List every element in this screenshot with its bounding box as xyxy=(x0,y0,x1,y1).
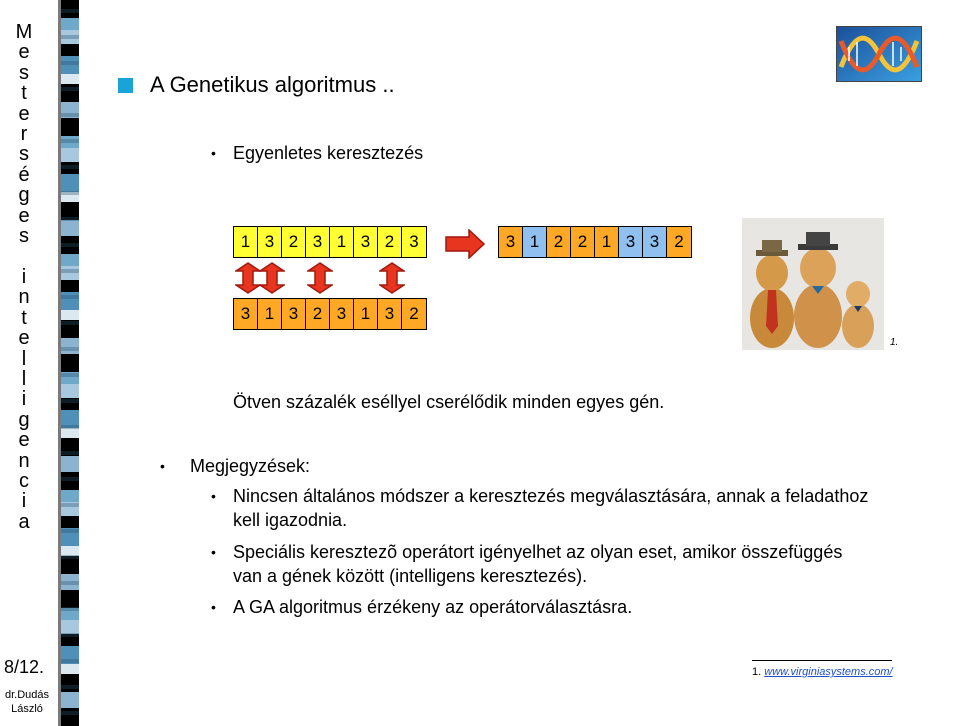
swap-arrow-icon xyxy=(379,262,405,294)
parent-chromosome-2 xyxy=(233,298,427,330)
author-name: dr.Dudás László xyxy=(4,689,50,715)
gene-cell: 2 xyxy=(402,299,426,329)
vertical-title-letter: l xyxy=(21,347,27,370)
vertical-title-letter xyxy=(6,246,42,266)
vertical-title-letter: i xyxy=(21,388,27,411)
vertical-title-letter: e xyxy=(18,429,30,452)
vertical-title-letter: l xyxy=(21,367,27,390)
bullet-icon: • xyxy=(211,145,216,161)
gene-cell: 3 xyxy=(402,227,426,257)
gene-cell: 2 xyxy=(378,227,402,257)
note-item: • Nincsen általános módszer a keresztezés megválasztására, annak a feladathoz kell igazodnia. xyxy=(211,486,869,530)
gene-cell: 3 xyxy=(499,227,523,257)
vertical-title-letter: s xyxy=(19,225,29,248)
vertical-title-letter: g xyxy=(18,184,30,207)
vertical-title-letter: c xyxy=(19,469,29,492)
vertical-title-letter: t xyxy=(21,82,27,105)
bullet-icon: • xyxy=(211,544,216,560)
vertical-course-title xyxy=(6,22,42,532)
footnote-divider xyxy=(752,660,892,661)
gene-cell: 2 xyxy=(667,227,691,257)
gene-cell: 1 xyxy=(234,227,258,257)
vertical-title-letter: n xyxy=(18,449,30,472)
vertical-title-letter: a xyxy=(18,510,30,533)
gene-cell: 3 xyxy=(258,227,282,257)
vertical-title-letter: i xyxy=(21,490,27,513)
page-number: 8/12. xyxy=(4,657,45,677)
slide-title xyxy=(118,72,395,98)
notes-heading: • Megjegyzések: xyxy=(160,456,311,476)
swap-arrow-icon xyxy=(259,262,285,294)
swap-arrow-icon xyxy=(307,262,333,294)
note-item: • A GA algoritmus érzékeny az operátorválasztásra. xyxy=(211,597,633,617)
gene-cell: 3 xyxy=(234,299,258,329)
gene-cell: 3 xyxy=(619,227,643,257)
vertical-title-letter: s xyxy=(19,61,29,84)
dogs-photo xyxy=(742,218,884,350)
bullet-icon: • xyxy=(160,458,165,474)
gene-cell: 3 xyxy=(282,299,306,329)
vertical-title-letter: e xyxy=(18,102,30,125)
gene-cell: 2 xyxy=(547,227,571,257)
decorative-stripe xyxy=(58,0,79,726)
bullet-uniform-crossover xyxy=(211,142,424,164)
slide-title-text: A Genetikus algoritmus .. xyxy=(150,72,395,97)
gene-cell: 2 xyxy=(282,227,306,257)
vertical-title-letter: t xyxy=(21,306,27,329)
gene-cell: 1 xyxy=(523,227,547,257)
swap-arrow-icon xyxy=(235,262,261,294)
gene-cell: 3 xyxy=(330,299,354,329)
vertical-title-letter: r xyxy=(20,123,28,146)
vertical-title-letter: i xyxy=(21,265,27,288)
gene-cell: 3 xyxy=(354,227,378,257)
vertical-title-letter: n xyxy=(18,286,30,309)
vertical-title-letter: e xyxy=(18,204,30,227)
gene-cell: 1 xyxy=(595,227,619,257)
swap-probability-note: Ötven százalék eséllyel cserélődik minden egyes gén. xyxy=(233,392,665,412)
bullet-text: Egyenletes keresztezés xyxy=(233,143,424,163)
square-bullet-icon xyxy=(118,78,133,93)
note-item: • Speciális keresztezõ operátort igényelhet az olyan eset, amikor összefüggés van a gének között (intelligens keresztezés). xyxy=(211,542,843,586)
arrow-right-icon xyxy=(445,229,485,259)
footnote-source: 1. www.virginiasystems.com/ xyxy=(752,666,893,678)
bullet-icon: • xyxy=(211,488,216,504)
gene-cell: 1 xyxy=(258,299,282,329)
bullet-icon: • xyxy=(211,599,216,615)
vertical-title-letter: é xyxy=(18,163,30,186)
vertical-title-letter: e xyxy=(18,41,30,64)
gene-cell: 3 xyxy=(378,299,402,329)
gene-cell: 1 xyxy=(330,227,354,257)
gene-cell: 1 xyxy=(354,299,378,329)
gene-cell: 3 xyxy=(643,227,667,257)
gene-cell: 2 xyxy=(571,227,595,257)
vertical-title-letter: s xyxy=(19,143,29,166)
dna-logo-icon xyxy=(836,26,922,82)
vertical-title-letter: e xyxy=(18,327,30,350)
parent-chromosome-1 xyxy=(233,226,427,258)
offspring-chromosome xyxy=(498,226,692,258)
vertical-title-letter: M xyxy=(15,21,33,43)
source-link[interactable]: www.virginiasystems.com/ xyxy=(764,666,893,678)
gene-cell: 2 xyxy=(306,299,330,329)
photo-footnote-marker: 1. xyxy=(890,337,899,348)
vertical-title-letter: g xyxy=(18,408,30,431)
gene-cell: 3 xyxy=(306,227,330,257)
